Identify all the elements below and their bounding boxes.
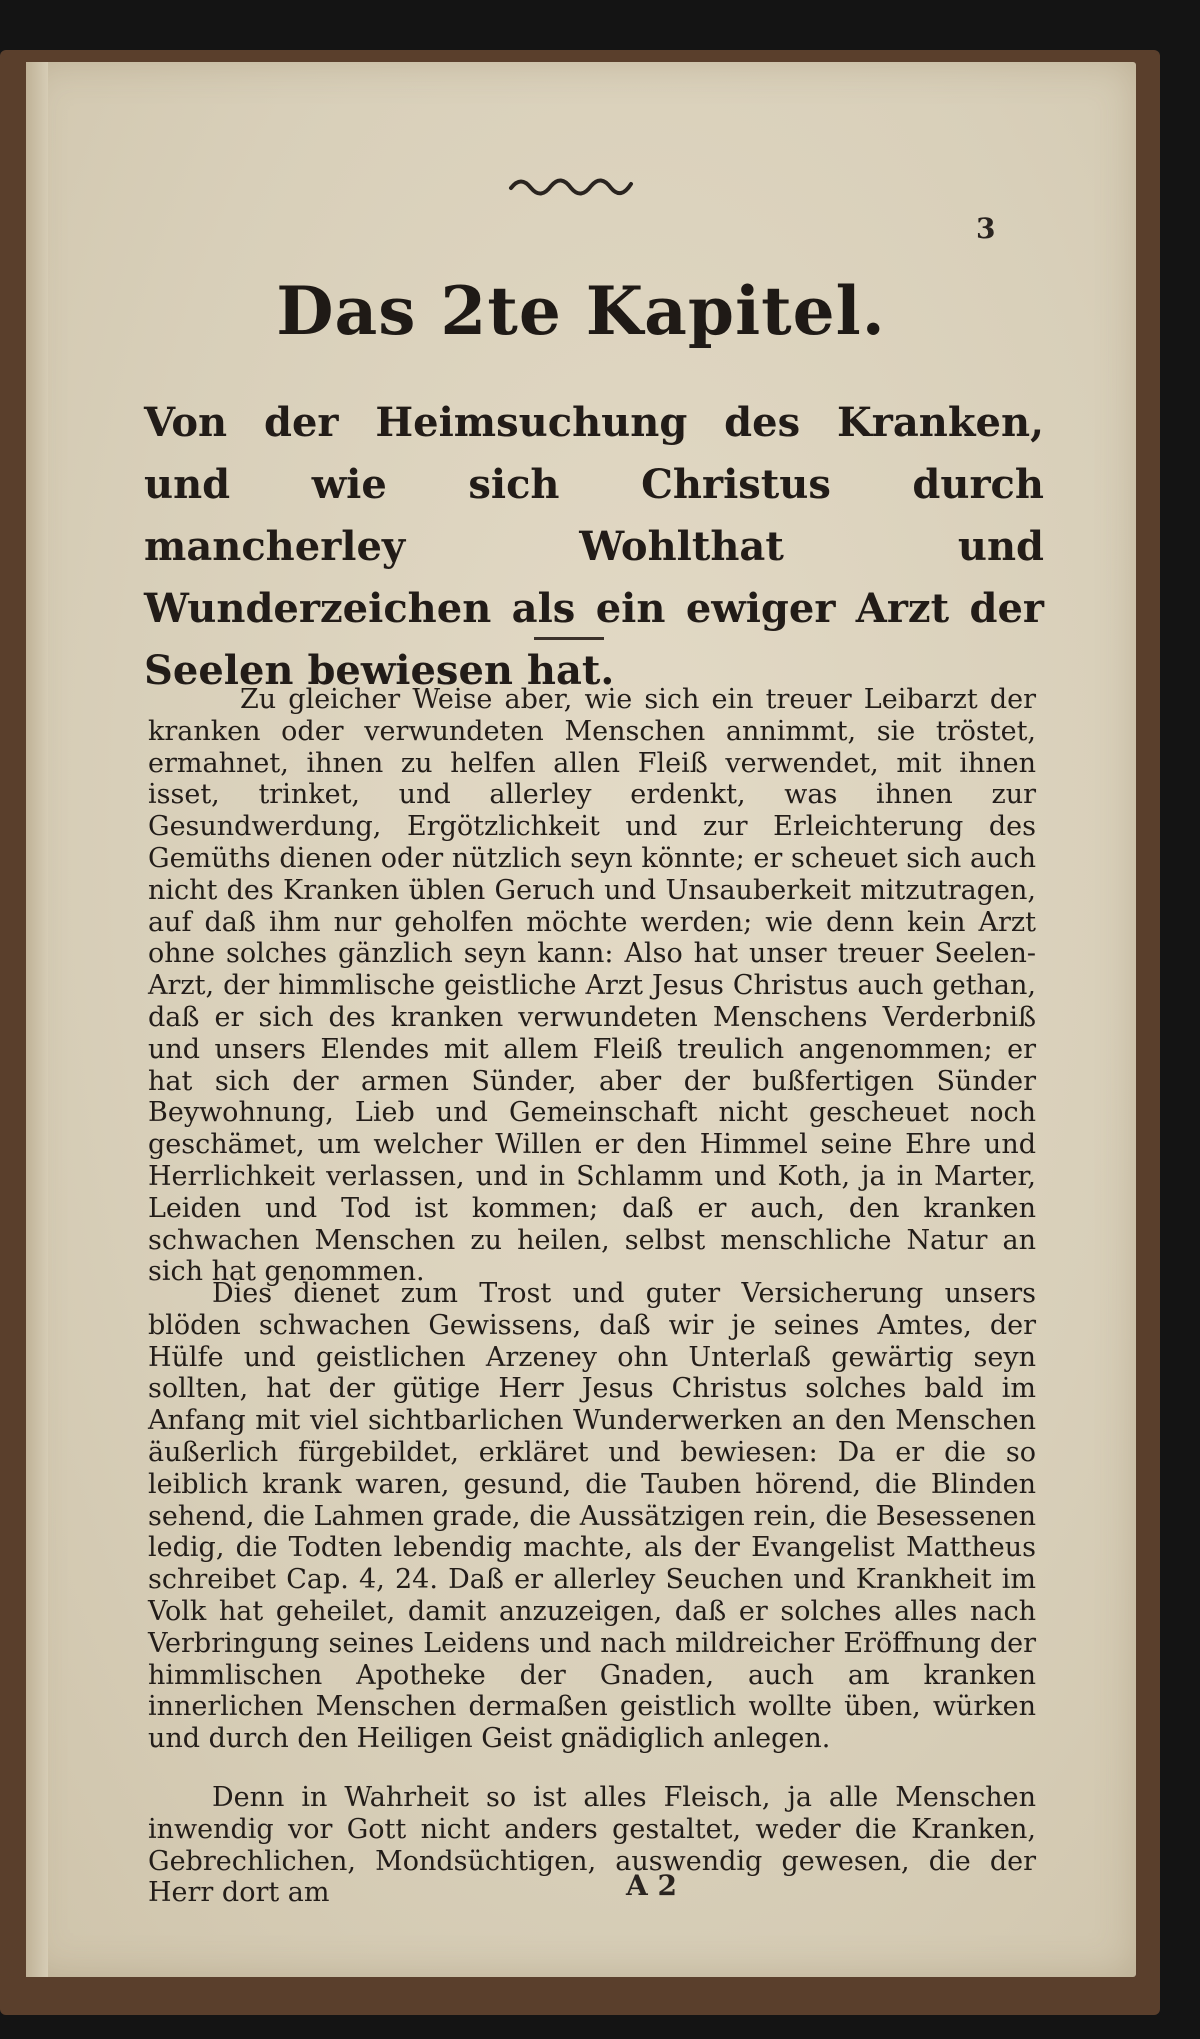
chapter-subtitle: Von der Heimsuchung des Kranken, und wie sich Christus durch mancherley Wohlthat und Wunderzeichen als ein ewiger Arzt der Seelen bewiesen hat. bbox=[144, 399, 1044, 694]
paragraph-1: Zu gleicher Weise aber, wie sich ein treuer Leibarzt der kranken oder verwundeten Menschen annimmt, sie tröstet, ermahnet, ihnen zu helfen allen Fleiß verwendet, mit ihnen isset, trinket, und allerley erdenkt, was ihnen zur Gesundwerdung, Ergötzlichkeit und zur Erleichterung des Gemüths dienen oder nützlich seyn könnte; er scheuet sich auch nicht des Kranken üblen Geruch und Unsauberkeit mitzutragen, auf daß ihm nur geholfen möchte werden; wie denn kein Arzt ohne solches gänzlich seyn kann: Also hat unser treuer Seelen-Arzt, der himmlische geistliche Arzt Jesus Christus auch gethan, daß er sich des kranken verwundeten Menschens Verderbniß und unsers Elendes mit allem Fleiß treulich angenommen; er hat sich der armen Sünder, aber der bußfertigen Sünder Beywohnung, Lieb und Gemeinschaft nicht gescheuet noch geschämet, um welcher Willen er den Himmel seine Ehre und Herrlichkeit verlassen, und in Schlamm und Koth, ja in Marter, Leiden und Tod ist kommen; daß er auch, den kranken schwachen Menschen zu heilen, selbst menschliche Natur an sich hat genommen. bbox=[148, 684, 1036, 1288]
book-page bbox=[26, 62, 1136, 1977]
page-number: 3 bbox=[976, 212, 996, 245]
ornament-icon bbox=[506, 170, 636, 200]
chapter-title: Das 2te Kapitel. bbox=[276, 272, 886, 350]
paragraph-2: Dies dienet zum Trost und guter Versicherung unsers blöden schwachen Gewissens, daß wir je seines Amtes, der Hülfe und geistlichen Arzeney ohn Unterlaß gewärtig seyn sollten, hat der gütige Herr Jesus Christus solches bald im Anfang mit viel sichtbarlichen Wunderwerken an den Menschen äußerlich fürgebildet, erkläret und bewiesen: Da er die so leiblich krank waren, gesund, die Tauben hörend, die Blinden sehend, die Lahmen grade, die Aussätzigen rein, die Besessenen ledig, die Todten lebendig machte, als der Evangelist Mattheus schreibet Cap. 4, 24. Daß er allerley Seuchen und Krankheit im Volk hat geheilet, damit anzuzeigen, daß er solches alles nach Verbringung seines Leidens und nach mildreicher Eröffnung der himmlischen Apotheke der Gnaden, auch am kranken innerlichen Menschen dermaßen geistlich wollte üben, würken und durch den Heiligen Geist gnädiglich anlegen. bbox=[148, 1278, 1036, 1755]
divider bbox=[534, 637, 604, 640]
signature-mark: A 2 bbox=[626, 1869, 677, 1902]
paragraph-3: Denn in Wahrheit so ist alles Fleisch, ja alle Menschen inwendig vor Gott nicht anders gestaltet, weder die Kranken, Gebrechlichen, Mondsüchtigen, auswendig gewesen, die der Herr dort am bbox=[148, 1782, 1036, 1909]
